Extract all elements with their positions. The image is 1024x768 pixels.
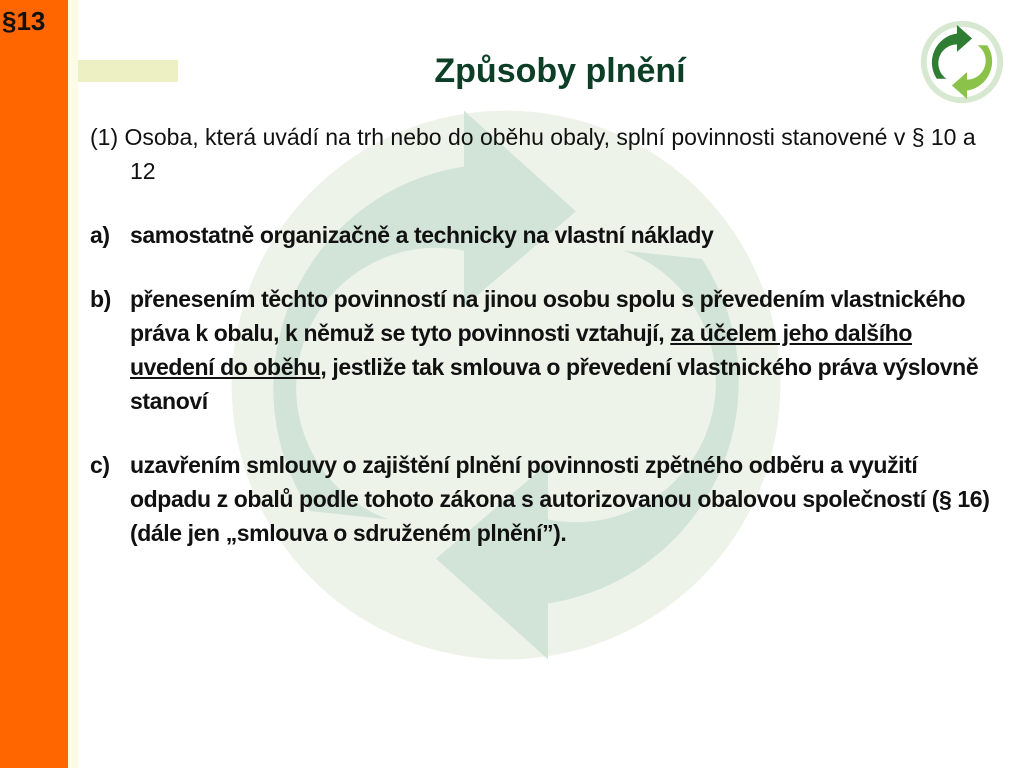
left-decorative-stripe bbox=[68, 0, 78, 768]
list-item-a bbox=[90, 218, 990, 252]
intro-paragraph: (1) Osoba, která uvádí na trh nebo do oběhu obaly, splní povinnosti stanovené v § 10 a 12 bbox=[90, 124, 976, 184]
title-accent-bar bbox=[78, 60, 178, 82]
list-item-c bbox=[90, 448, 990, 550]
list-marker: c) bbox=[90, 452, 110, 478]
green-dot-logo-icon bbox=[920, 20, 1004, 104]
list-item-text: uzavřením smlouvy o zajištění plnění povinnosti zpětného odběru a využití odpadu z obalů podle tohoto zákona s autorizovanou obalovou společností (§ 16) (dále jen „smlouva o sdruženém plnění”). bbox=[130, 452, 990, 546]
list-marker: b) bbox=[90, 286, 111, 312]
list-item-b bbox=[90, 282, 990, 418]
list-item-text: samostatně organizačně a technicky na vlastní náklady bbox=[130, 222, 714, 248]
section-label: §13 bbox=[2, 6, 46, 36]
underlined-phrase: za účelem jeho dalšího uvedení do oběhu bbox=[130, 320, 912, 380]
slide-content bbox=[90, 120, 990, 580]
left-decorative-bar bbox=[0, 0, 68, 768]
list-item-text-continued: , jestliže tak smlouva o převedení vlastnického práva výslovně stanoví bbox=[130, 354, 979, 414]
slide-title: Způsoby plnění bbox=[434, 52, 686, 90]
list-item-text: přenesením těchto povinností na jinou osobu spolu s převedením vlastnického práva k obalu, k němuž se tyto povinnosti vztahují, bbox=[130, 286, 966, 346]
list-marker: a) bbox=[90, 222, 110, 248]
